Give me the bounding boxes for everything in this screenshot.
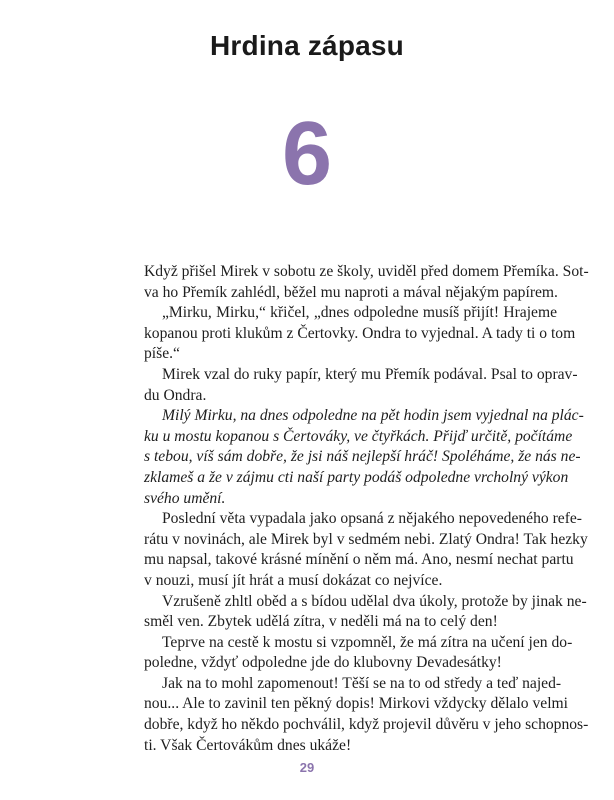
- paragraph: [144, 509, 588, 591]
- paragraph: [144, 365, 578, 406]
- text-line: kopanou proti klukům z Čertovky. Ondra to vyjednal. A tady ti o tom: [144, 324, 576, 342]
- text-line: mu napsal, takové krásné mínění o něm má. Ano, nesmí nechat partu: [144, 551, 574, 569]
- text-line: du Ondra.: [144, 386, 207, 404]
- text-line: „Mirku, Mirku,“ křičel, „dnes odpoledne musíš přijít! Hrajeme: [162, 304, 557, 322]
- text-line: zklameš a že v zájmu cti naší party podáš odpoledne vrcholný výkon: [144, 468, 569, 486]
- paragraph: [144, 262, 589, 303]
- text-line: Teprve na cestě k mostu si vzpomněl, že má zítra na učení jen do-: [162, 633, 573, 651]
- paragraph: [144, 592, 587, 633]
- text-line: píše.“: [144, 345, 180, 363]
- paragraph: [144, 406, 584, 509]
- text-line: Poslední věta vypadala jako opsaná z nějakého nepovedeného refe-: [162, 510, 582, 528]
- text-line: Jak na to mohl zapomenout! Těší se na to od středy a teď najed-: [162, 674, 562, 692]
- text-line: Vzrušeně zhltl oběd a s bídou udělal dva úkoly, protože by jinak ne-: [162, 592, 587, 610]
- text-line: nou... Ale to zavinil ten pěkný dopis! Mirkovi vždycky dělalo velmi: [144, 695, 568, 713]
- text-line: svého umění.: [144, 489, 226, 507]
- body-text: [144, 262, 589, 756]
- text-line: ku u mostu kopanou s Čertováky, ve čtyřkách. Přijď určitě, počítáme: [144, 427, 573, 445]
- text-line: Když přišel Mirek v sobotu ze školy, uviděl před domem Přemíka. Sot-: [144, 263, 589, 280]
- text-line: va ho Přemík zahlédl, běžel mu naproti a mával nějakým papírem.: [144, 283, 558, 301]
- text-line: Milý Mirku, na dnes odpoledne na pět hodin jsem vyjednal na plác-: [162, 407, 584, 425]
- text-line: rátu v novinách, ale Mirek byl v sedmém nebi. Zlatý Ondra! Tak hezky: [144, 530, 588, 548]
- text-line: dobře, když ho někdo pochválil, když projevil důvěru v jeho schopnos-: [144, 716, 589, 734]
- paragraph: [144, 303, 576, 365]
- text-line: v nouzi, musí jít hrát a musí dokázat co nejvíce.: [144, 571, 443, 589]
- paragraph: [144, 633, 573, 674]
- page-number: 29: [299, 760, 315, 775]
- chapter-number: 6: [281, 104, 333, 204]
- text-line: směl ven. Zbytek udělá zítra, v neděli má na to celý den!: [144, 613, 498, 631]
- text-line: poledne, vždyť odpoledne jde do klubovny Devadesátky!: [144, 654, 502, 672]
- chapter-title: Hrdina zápasu: [210, 30, 404, 61]
- text-line: Mirek vzal do ruky papír, který mu Přemík podával. Psal to oprav-: [162, 365, 578, 383]
- paragraph: [144, 674, 589, 756]
- text-line: ti. Však Čertovákům dnes ukáže!: [144, 736, 352, 754]
- text-line: s tebou, víš sám dobře, že jsi náš nejlepší hráč! Spoléháme, že nás ne-: [144, 448, 581, 466]
